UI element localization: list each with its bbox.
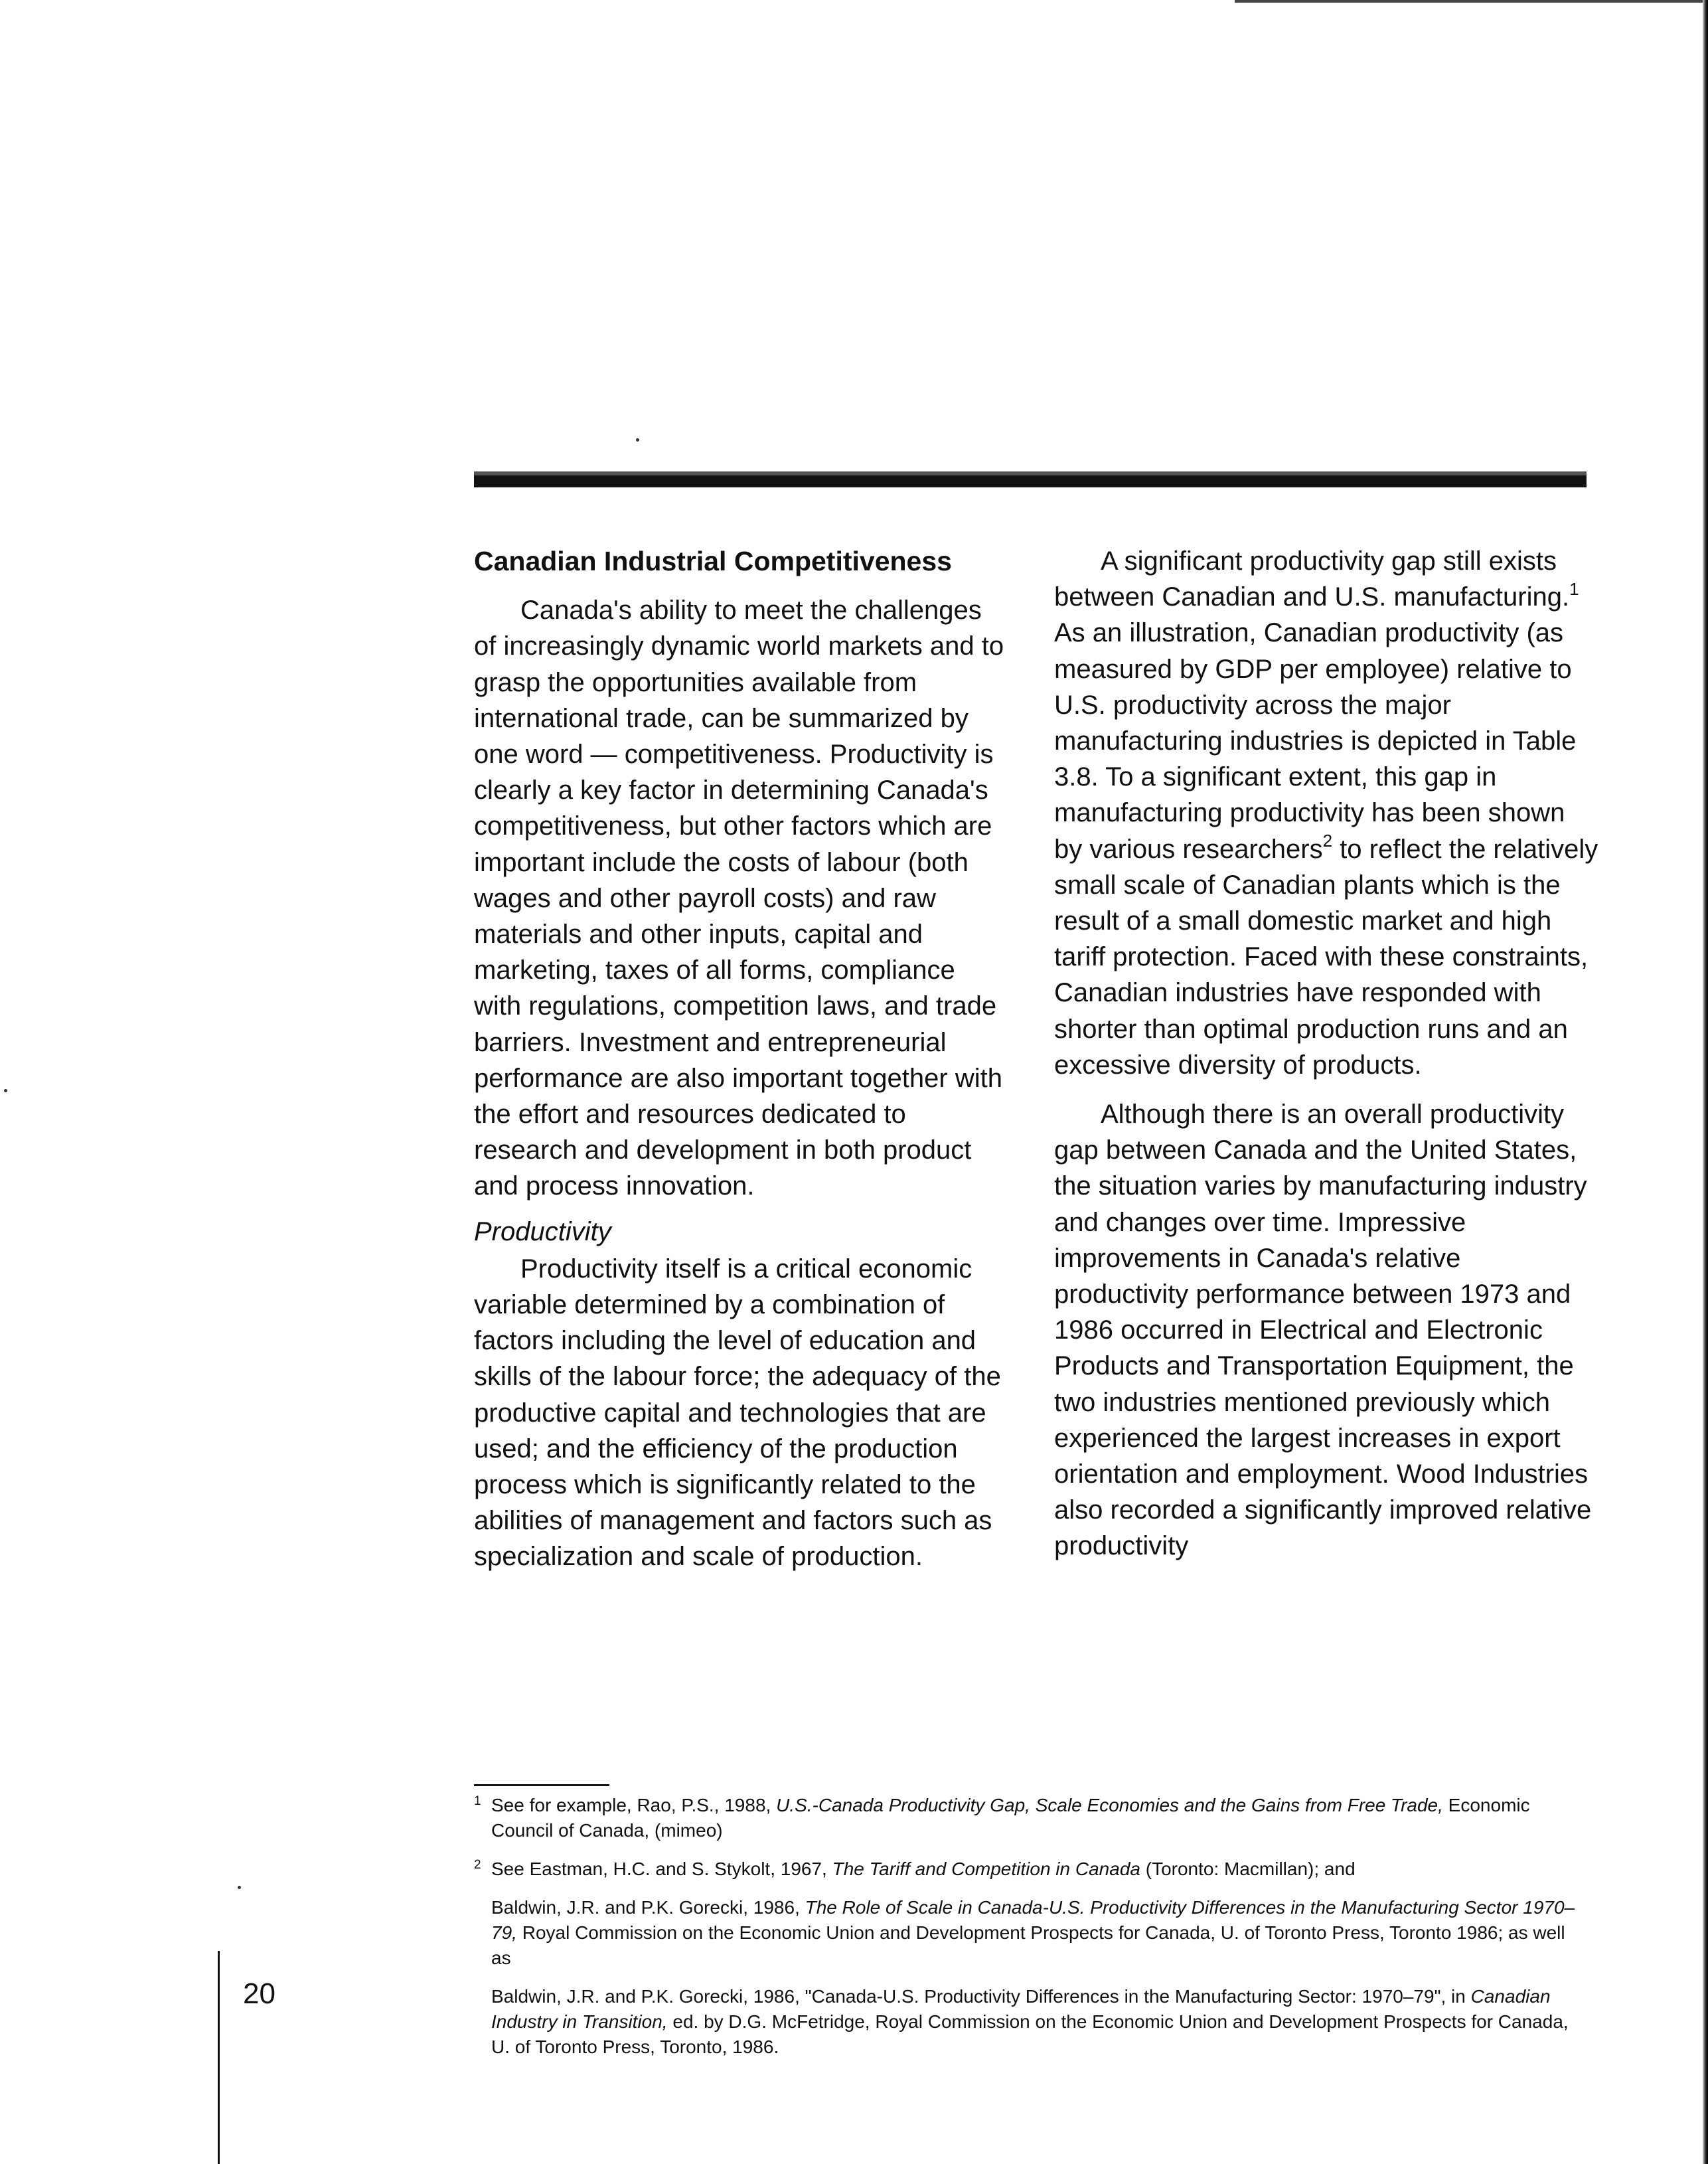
footnote-title: U.S.-Canada Productivity Gap, Scale Economies and the Gains from Free Trade, xyxy=(776,1795,1443,1815)
footnote-mark: 2 xyxy=(474,1858,481,1872)
footnote-text: See for example, Rao, P.S., 1988, xyxy=(491,1795,777,1815)
scan-speck xyxy=(238,1886,241,1889)
footnotes xyxy=(474,1793,1583,2060)
footnote-text: Baldwin, J.R. and P.K. Gorecki, 1986, "Canada-U.S. Productivity Differences in the Manufacturing Sector: 1970–79", in xyxy=(491,1986,1471,2007)
footnote xyxy=(474,1857,1583,1882)
paragraph-text: to reflect the relatively small scale of Canadian plants which is the result of a small domestic market and high tariff protection. Faced with these constraints, Canadian industries have responded with shorter than optimal production runs and an excessive diversity of products. xyxy=(1054,834,1598,1080)
paragraph: Canada's ability to meet the challenges of increasingly dynamic world markets and to grasp the opportunities available from international trade, can be summarized by one word — competitiveness. Productivity is clearly a key factor in determining Canada's competitiveness, but other factors which are important include the costs of labour (both wages and other payroll costs) and raw materials and other inputs, capital and marketing, taxes of all forms, compliance with regulations, competition laws, and trade barriers. Investment and entrepreneurial performance are also important together with the effort and resources dedicated to research and development in both product and process innovation. xyxy=(474,596,1004,1201)
footnote-title: The Tariff and Competition in Canada xyxy=(832,1859,1140,1879)
section-heading: Canadian Industrial Competitiveness xyxy=(474,546,952,576)
footnote-reference[interactable]: 2 xyxy=(1322,831,1333,851)
footnote-title: Canadian Industry in Transition, xyxy=(491,1986,1551,2032)
scan-edge-right xyxy=(1703,0,1708,2164)
paragraph xyxy=(1054,543,1598,1083)
subheading: Productivity xyxy=(474,1216,611,1246)
footnote-text: See Eastman, H.C. and S. Stykolt, 1967, xyxy=(491,1859,832,1879)
paragraph-text: As an illustration, Canadian productivity (as measured by GDP per employee) relative to U.S. productivity across the major manufacturing industries is depicted in Table 3.8. To a significant extent, this gap in manufacturing productivity has been shown by various researchers xyxy=(1054,618,1577,864)
footnote-mark: 1 xyxy=(474,1794,481,1808)
footnote-rule xyxy=(474,1784,609,1786)
scan-speck xyxy=(636,438,639,442)
footnote-continuation xyxy=(474,1984,1583,2060)
section-rule xyxy=(474,471,1587,487)
footnote-text: Economic Council of Canada, (mimeo) xyxy=(491,1795,1530,1841)
footnote xyxy=(474,1793,1583,1843)
margin-rule xyxy=(218,1951,220,2164)
left-column xyxy=(474,543,1005,1575)
paragraph-text: A significant productivity gap still exists between Canadian and U.S. manufacturing. xyxy=(1054,546,1570,612)
footnote-continuation xyxy=(474,1895,1583,1971)
scan-speck xyxy=(4,1089,7,1092)
footnote-text: ed. by D.G. McFetridge, Royal Commission on the Economic Union and Development Prospects for Canada, U. of Toronto Press, Toronto, 1986. xyxy=(491,2011,1569,2057)
footnote-title: The Role of Scale in Canada-U.S. Productivity Differences in the Manufacturing Sector 1970–79, xyxy=(491,1897,1575,1943)
scan-edge-top xyxy=(1235,0,1708,3)
paragraph: Although there is an overall productivity gap between Canada and the United States, the situation varies by manufacturing industry and changes over time. Impressive improvements in Canada's relative productivity performance between 1973 and 1986 occurred in Electrical and Electronic Products and Transportation Equipment, the two industries mentioned previously which experienced the largest increases in export orientation and employment. Wood Industries also recorded a significantly improved relative productivity xyxy=(1054,1100,1592,1561)
footnote-text: Royal Commission on the Economic Union and Development Prospects for Canada, U. of Toronto Press, Toronto 1986; as well as xyxy=(491,1922,1565,1968)
footnote-reference[interactable]: 1 xyxy=(1569,578,1579,599)
right-column xyxy=(1054,543,1598,1564)
footnote-text: (Toronto: Macmillan); and xyxy=(1140,1859,1356,1879)
page-number: 20 xyxy=(243,1977,275,2010)
footnote-text: Baldwin, J.R. and P.K. Gorecki, 1986, xyxy=(491,1897,805,1918)
paragraph: Productivity itself is a critical economic variable determined by a combination of factors including the level of education and skills of the labour force; the adequacy of the productive capital and technologies that are used; and the efficiency of the production process which is significantly related to the abilities of management and factors such as specialization and scale of production. xyxy=(474,1254,1001,1572)
